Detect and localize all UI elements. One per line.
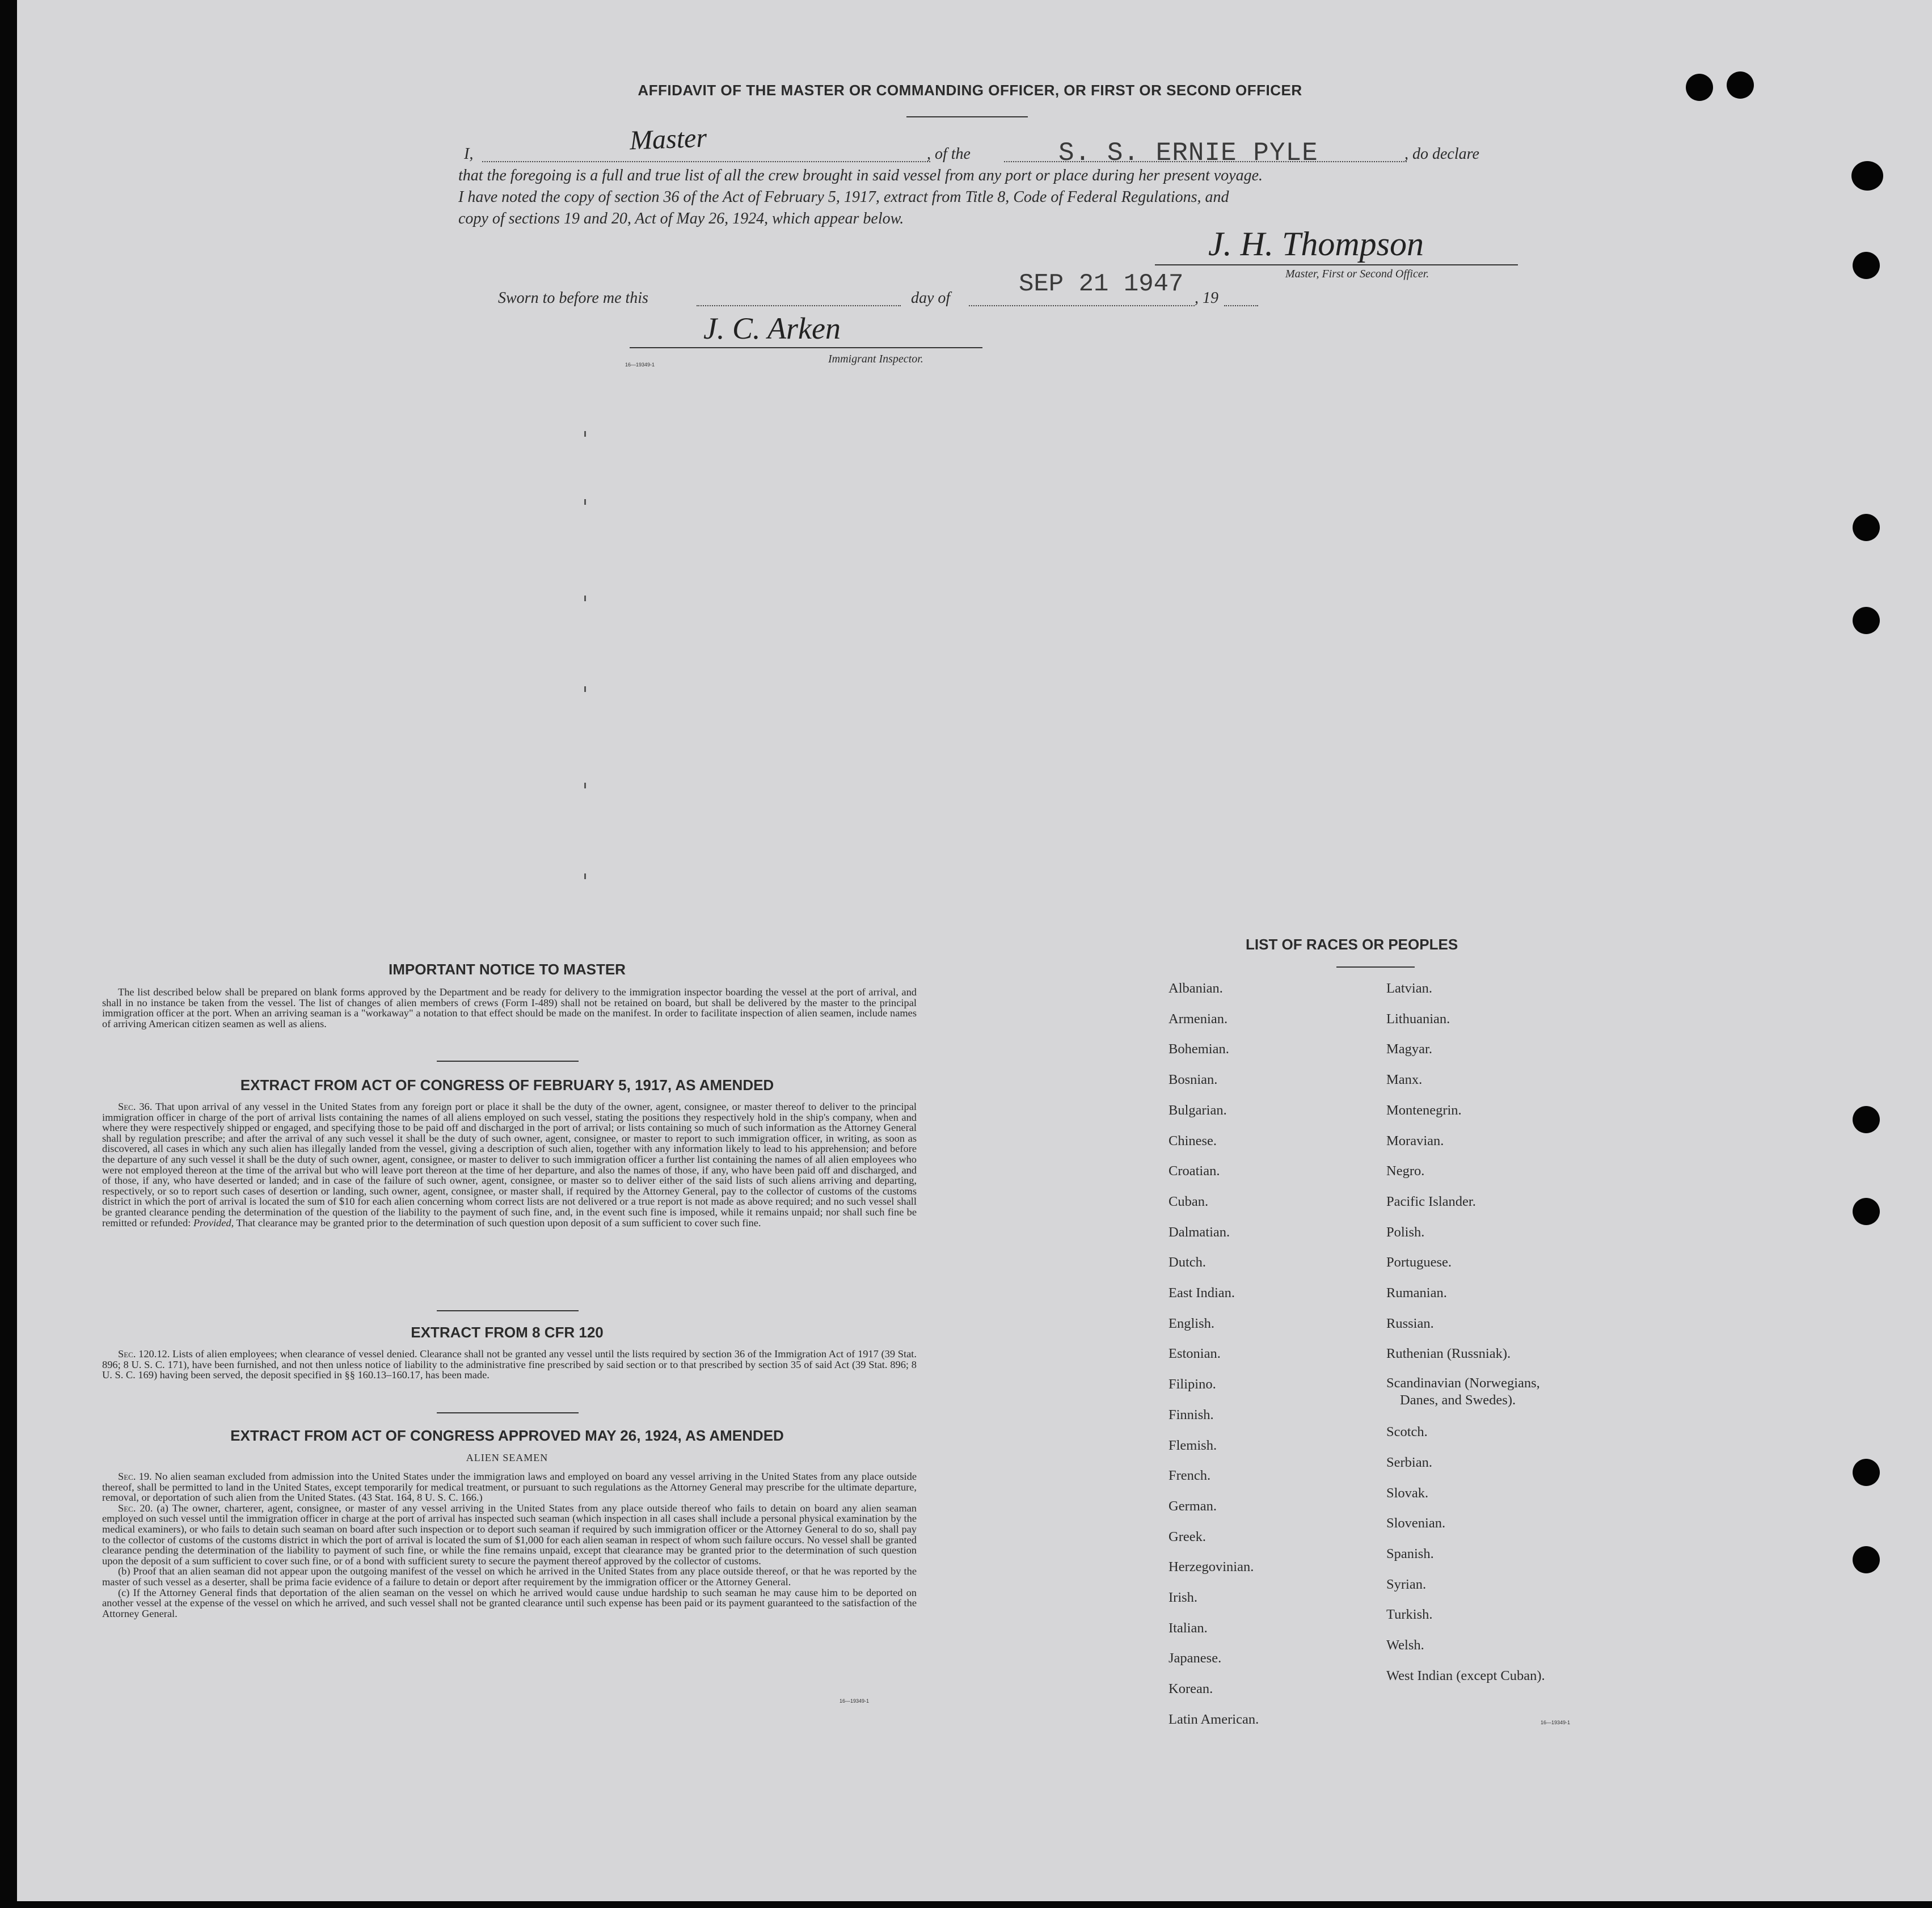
race-item: Spanish. xyxy=(1386,1546,1434,1561)
master-handwriting: Master xyxy=(629,123,707,156)
section-rule xyxy=(437,1412,579,1413)
punch-hole xyxy=(1853,252,1880,279)
race-item: Danes, and Swedes). xyxy=(1400,1392,1516,1408)
sec20c-text: (c) If the Attorney General finds that deportation of the alien seaman on the vessel on which he arrived would cause undue hardship to such seaman he may cause him to be deported on another vessel at the expense of the vessel on which he arrived, and such vessel shall not be granted clearance until such expense has been paid or its payment guaranteed to the satisfaction of the Attorney General. xyxy=(102,1586,917,1619)
inspector-signature-line xyxy=(630,347,982,348)
sworn-year-field xyxy=(1224,305,1258,306)
affidavit-title: AFFIDAVIT OF THE MASTER OR COMMANDING OFFICER, OR FIRST OR SECOND OFFICER xyxy=(638,82,1302,99)
races-column-1 xyxy=(1169,973,1259,1735)
day-of-label: day of xyxy=(911,289,951,307)
sec19-text: No alien seaman excluded from admission into the United States under the immigration laws and employed on board any vessel arriving in the United States from any place outside thereof, shall be permitted to land in the United States, except temporarily for medical treatment, or pursuant to such regulations as the Attorney General may prescribe for the ultimate departure, removal, or deportation of such alien from the United States. (43 Stat. 164, 8 U. S. C. 166.) xyxy=(102,1471,917,1504)
race-item: Finnish. xyxy=(1169,1407,1214,1422)
vessel-name-stamp: S. S. ERNIE PYLE xyxy=(1058,138,1318,168)
race-item: Croatian. xyxy=(1169,1163,1220,1179)
race-item: Greek. xyxy=(1169,1529,1206,1544)
title-rule xyxy=(906,116,1028,117)
race-item: Slovak. xyxy=(1386,1485,1429,1501)
master-name-field xyxy=(482,161,930,162)
form-number: 16—19349-1 xyxy=(1541,1720,1571,1725)
affidavit-line-3: I have noted the copy of section 36 of the Act of February 5, 1917, extract from Title 8, Code of Federal Regulations, and xyxy=(458,188,1229,206)
races-column-2 xyxy=(1386,973,1545,1691)
race-item: Bulgarian. xyxy=(1169,1102,1227,1118)
race-item: Dutch. xyxy=(1169,1255,1206,1270)
race-item: Rumanian. xyxy=(1386,1285,1447,1301)
sworn-label: Sworn to before me this xyxy=(498,289,648,307)
inspector-signature: J. C. Arken xyxy=(703,311,841,345)
race-item: Estonian. xyxy=(1169,1346,1221,1362)
affidavit-do-declare: , do declare xyxy=(1404,145,1479,163)
race-item: French. xyxy=(1169,1468,1211,1484)
punch-hole xyxy=(1853,607,1880,634)
sec20a-text: (a) The owner, charterer, agent, consignee, or master of any vessel arriving in the United States from any place outside thereof who fails to detain on board any alien seaman employed on such vessel until the immigration officer in charge at the port of arrival has inspected such seaman (which inspection in all cases shall include a personal physical examination by the medical examiners), or who fails to detain such seaman on board after such inspection or to deport such seaman if required by such immigration officer or the Attorney General to do so, shall pay to the collector of customs of the customs district in which the port of arrival is located the sum of $1,000 for each alien seaman in respect of whom such failure occurs. No vessel shall be granted clearance pending the determination of the liability to payment of such fine, or while the fine remains unpaid, except that clearance may be granted prior to the determination of such question upon the deposit of a sum sufficient to cover such fine, or of a bond with sufficient surety to secure the payment thereof approved by the collector of customs. xyxy=(102,1502,917,1567)
race-item: Japanese. xyxy=(1169,1650,1222,1666)
sec36-text: That upon arrival of any vessel in the United States from any foreign port or place it shall be the duty of the owner, agent, consignee, or master thereof to deliver to the principal immigration officer in charge of the port of arrival lists containing the names of all aliens employed on such vessel, stating the positions they respectively hold in the ship's company, when and where they were respectively shipped or engaged, and specifying those to be paid off and discharged in the port of arrival; or lists containing so much of such information as the Attorney General shall by regulation prescribe; and after the arrival of any such vessel it shall be the duty of such owner, agent, consignee, or master to report to such immigration officer, in writing, as soon as discovered, all cases in which any such alien has illegally landed from the vessel, giving a description of such alien, together with any information likely to lead to his apprehension; and before the departure of any such vessel it shall be the duty of such owner, agent, consignee, or master to deliver to such immigration officer a further list containing the names of all alien employees who were not employed thereon at the time of the arrival but who will leave port thereon at the time of her departure, and also the names of those, if any, who have been paid off and discharged, and of those, if any, who have deserted or landed; and in case of the failure of such owner, agent, consignee, or master so to deliver either of the said lists of such aliens arriving and departing, respectively, or so to report such cases of desertion or landing, such owner, agent, consignee, or master shall, if required by the Attorney General, pay to the collector of customs of the customs district in which the port of arrival is located the sum of $10 for each alien concerning whom correct lists are not delivered or a true report is not made as above required; and no such vessel shall be granted clearance pending the determination of the question of the liability to the payment of such fine, and, in the event such fine is imposed, while it remains unpaid; nor shall such fine be remitted or refunded: xyxy=(102,1101,917,1229)
race-item: Portuguese. xyxy=(1386,1255,1452,1270)
cfr-title: EXTRACT FROM 8 CFR 120 xyxy=(411,1324,604,1341)
race-item: Moravian. xyxy=(1386,1133,1444,1149)
affidavit-i-label: I, xyxy=(464,145,474,163)
race-item: Filipino. xyxy=(1169,1377,1216,1392)
master-signature-line xyxy=(1155,264,1518,265)
sec20b-text: (b) Proof that an alien seaman did not appear upon the outgoing manifest of the vessel on which he arrived in the United States from any place outside thereof, or that he was reported by the master of such vessel as a deserter, shall be prima facie evidence of a failure to detain or deport after requirement by the immigration officer or the Attorney General. xyxy=(102,1565,917,1588)
form-number: 16—19349-1 xyxy=(625,362,655,368)
punch-hole xyxy=(1853,514,1880,541)
notice-paragraph: The list described below shall be prepared on blank forms approved by the Department and be ready for delivery to the immigration inspector boarding the vessel at the port of arrival, and shall in no instance be taken from the vessel. The list of changes of alien members of crews (Form I-489) shall not be retained on board, but shall be delivered by the master to the principal immigration officer at the port. When an arriving seaman is a "workaway" a notation to that effect should be made on the manifest. In order to facilitate inspection of alien seamen, include names of arriving American citizen seamen as well as aliens. xyxy=(102,986,917,1029)
race-item: West Indian (except Cuban). xyxy=(1386,1668,1545,1683)
punch-hole xyxy=(1853,1106,1880,1133)
race-item: Turkish. xyxy=(1386,1607,1433,1623)
scan-mark xyxy=(584,499,586,505)
scan-mark xyxy=(584,686,586,692)
extract1917-text xyxy=(102,1101,917,1228)
race-item: East Indian. xyxy=(1169,1285,1235,1301)
proviso-text: That clearance may be granted prior to the determination of such question upon deposit of a sum sufficient to cover such fine. xyxy=(236,1217,761,1229)
punch-hole xyxy=(1853,1459,1880,1486)
punch-hole xyxy=(1851,161,1883,191)
extract1924-title: EXTRACT FROM ACT OF CONGRESS APPROVED MAY 26, 1924, AS AMENDED xyxy=(230,1427,784,1444)
section-rule xyxy=(437,1310,579,1311)
race-item: Italian. xyxy=(1169,1620,1208,1636)
section-rule xyxy=(437,1061,579,1062)
race-item: Polish. xyxy=(1386,1224,1425,1240)
sec120-label: Sec. 120.12. xyxy=(118,1348,170,1360)
race-item: German. xyxy=(1169,1498,1217,1514)
race-item: Latin American. xyxy=(1169,1711,1259,1727)
affidavit-line-4: copy of sections 19 and 20, Act of May 26, 1924, which appear below. xyxy=(458,210,904,227)
race-item: Korean. xyxy=(1169,1681,1213,1697)
race-item: Russian. xyxy=(1386,1315,1434,1331)
race-item: Irish. xyxy=(1169,1590,1198,1606)
sec19-label: Sec. 19. xyxy=(118,1471,152,1482)
year-label: , 19 xyxy=(1195,289,1218,307)
race-item: Scotch. xyxy=(1386,1424,1428,1440)
race-item: Negro. xyxy=(1386,1163,1425,1179)
race-item: Bosnian. xyxy=(1169,1072,1218,1088)
alien-seamen-subtitle: ALIEN SEAMEN xyxy=(466,1452,549,1463)
race-item: Dalmatian. xyxy=(1169,1224,1230,1240)
race-item: Albanian. xyxy=(1169,981,1223,996)
affidavit-line-2: that the foregoing is a full and true list of all the crew brought in said vessel from any port or place during her present voyage. xyxy=(458,167,1263,184)
proviso-label: Provided, xyxy=(193,1217,234,1229)
punch-hole xyxy=(1686,74,1713,101)
race-item: Syrian. xyxy=(1386,1576,1427,1592)
inspector-caption: Immigrant Inspector. xyxy=(828,353,923,365)
extract1924-text xyxy=(102,1471,917,1619)
cfr-text xyxy=(102,1349,917,1381)
scan-mark xyxy=(584,431,586,437)
notice-text xyxy=(102,987,917,1029)
race-item: Cuban. xyxy=(1169,1193,1209,1209)
race-item: Magyar. xyxy=(1386,1041,1432,1057)
race-item: Welsh. xyxy=(1386,1637,1424,1653)
race-item: Manx. xyxy=(1386,1072,1423,1088)
punch-hole xyxy=(1853,1546,1880,1573)
sec120-text: Lists of alien employees; when clearance of vessel denied. Clearance shall not be granted any vessel until the lists required by section 36 of the Immigration Act of 1917 (39 Stat. 896; 8 U. S. C. 171), have been furnished, and not then unless notice of liability to the administrative fine prescribed by said section or to that prescribed by section 35 of said Act (39 Stat. 896; 8 U. S. C. 169) having been served, the deposit specified in §§ 160.13–160.17, has been made. xyxy=(102,1348,917,1381)
sworn-month-field xyxy=(969,305,1195,306)
race-item: Armenian. xyxy=(1169,1011,1228,1027)
scan-mark xyxy=(584,873,586,879)
master-signature: J. H. Thompson xyxy=(1208,225,1424,263)
document-page xyxy=(17,0,1932,1901)
races-title-rule xyxy=(1336,966,1415,968)
race-item: Flemish. xyxy=(1169,1437,1217,1453)
scan-mark xyxy=(584,783,586,788)
race-item: Pacific Islander. xyxy=(1386,1193,1476,1209)
race-item: Montenegrin. xyxy=(1386,1102,1462,1118)
master-caption: Master, First or Second Officer. xyxy=(1285,268,1429,280)
race-item: Slovenian. xyxy=(1386,1516,1446,1531)
races-title: LIST OF RACES OR PEOPLES xyxy=(1246,936,1458,953)
notice-title: IMPORTANT NOTICE TO MASTER xyxy=(389,961,626,978)
extract1917-title: EXTRACT FROM ACT OF CONGRESS OF FEBRUARY 5, 1917, AS AMENDED xyxy=(240,1077,774,1094)
scan-mark xyxy=(584,596,586,601)
sec20-label: Sec. 20. xyxy=(118,1502,153,1514)
race-item: Bohemian. xyxy=(1169,1041,1229,1057)
race-item: English. xyxy=(1169,1315,1214,1331)
sec36-label: Sec. 36. xyxy=(118,1101,153,1112)
sworn-day-field xyxy=(697,305,901,306)
race-item: Latvian. xyxy=(1386,981,1432,996)
date-stamp: SEP 21 1947 xyxy=(1019,270,1184,298)
form-number: 16—19349-1 xyxy=(840,1698,870,1704)
race-item: Scandinavian (Norwegians, xyxy=(1386,1375,1540,1391)
race-item: Ruthenian (Russniak). xyxy=(1386,1346,1511,1362)
race-item: Chinese. xyxy=(1169,1133,1217,1149)
race-item: Serbian. xyxy=(1386,1454,1432,1470)
punch-hole xyxy=(1853,1198,1880,1225)
race-item: Lithuanian. xyxy=(1386,1011,1450,1027)
race-item: Herzegovinian. xyxy=(1169,1559,1254,1575)
punch-hole xyxy=(1727,71,1754,99)
affidavit-of-the: , of the xyxy=(927,145,971,163)
